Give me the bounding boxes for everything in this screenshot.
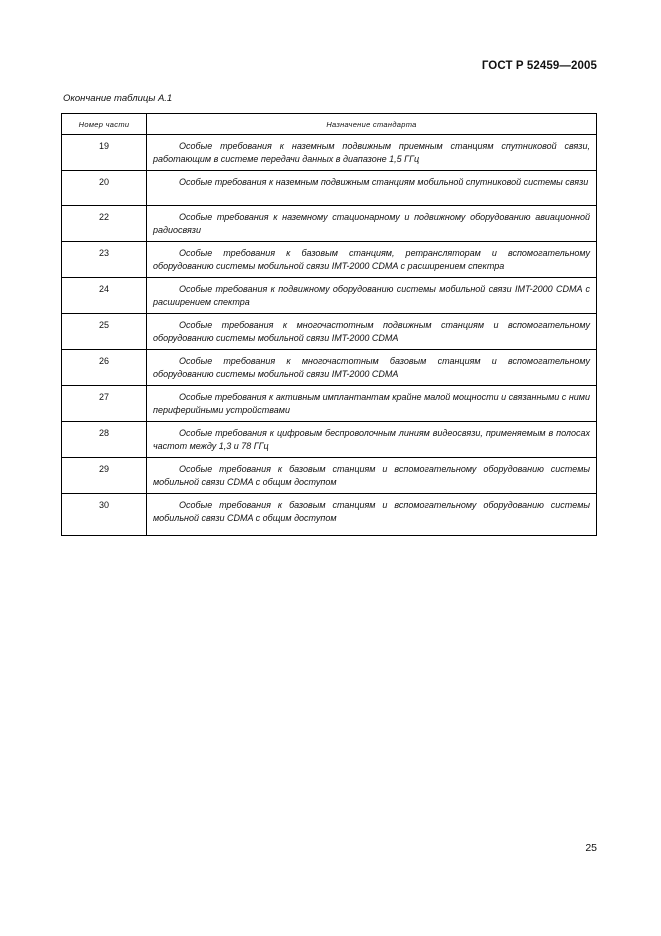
table-row	[62, 494, 597, 536]
part-number-cell: 23	[62, 242, 147, 278]
purpose-cell: Особые требования к цифровым беспроволочным линиям видеосвязи, применяемым в полосах частот между 1,3 и 78 ГГц	[147, 422, 597, 458]
table-row	[62, 206, 597, 242]
column-header-part-number: Номер части	[62, 114, 147, 135]
purpose-cell: Особые требования к многочастотным базовым станциям и вспомогательному оборудованию системы мобильной связи IMT-2000 CDMA	[147, 350, 597, 386]
table-row	[62, 386, 597, 422]
purpose-cell: Особые требования к наземному стационарному и подвижному оборудованию авиационной радиосвязи	[147, 206, 597, 242]
part-number-cell: 30	[62, 494, 147, 536]
part-number-cell: 29	[62, 458, 147, 494]
column-header-purpose: Назначение стандарта	[147, 114, 597, 135]
purpose-cell: Особые требования к базовым станциям, ретрансляторам и вспомогательному оборудованию системы мобильной связи IMT-2000 CDMA с расширением спектра	[147, 242, 597, 278]
part-number-cell: 25	[62, 314, 147, 350]
table-row	[62, 135, 597, 171]
part-number-cell: 22	[62, 206, 147, 242]
table-row	[62, 171, 597, 206]
table-header-row	[62, 114, 597, 135]
table-row	[62, 242, 597, 278]
table-row	[62, 422, 597, 458]
purpose-cell: Особые требования к базовым станциям и вспомогательному оборудованию системы мобильной связи CDMA с общим доступом	[147, 494, 597, 536]
table-row	[62, 314, 597, 350]
standards-table	[61, 113, 597, 536]
purpose-cell: Особые требования к подвижному оборудованию системы мобильной связи IMT-2000 CDMA с расширением спектра	[147, 278, 597, 314]
purpose-cell: Особые требования к наземным подвижным станциям мобильной спутниковой системы связи	[147, 171, 597, 206]
part-number-cell: 19	[62, 135, 147, 171]
part-number-cell: 28	[62, 422, 147, 458]
purpose-cell: Особые требования к активным имплантантам крайне малой мощности и связанными с ними периферийными устройствами	[147, 386, 597, 422]
purpose-cell: Особые требования к многочастотным подвижным станциям и вспомогательному оборудованию системы мобильной связи IMT-2000 CDMA	[147, 314, 597, 350]
part-number-cell: 20	[62, 171, 147, 206]
table-row	[62, 278, 597, 314]
purpose-cell: Особые требования к наземным подвижным приемным станциям спутниковой связи, работающим в системе передачи данных в диапазоне 1,5 ГГц	[147, 135, 597, 171]
document-code: ГОСТ Р 52459—2005	[481, 60, 597, 72]
table-row	[62, 350, 597, 386]
purpose-cell: Особые требования к базовым станциям и вспомогательному оборудованию системы мобильной связи CDMA с общим доступом	[147, 458, 597, 494]
part-number-cell: 27	[62, 386, 147, 422]
page-number: 25	[585, 842, 597, 854]
part-number-cell: 26	[62, 350, 147, 386]
table-caption: Окончание таблицы А.1	[63, 93, 173, 104]
table-row	[62, 458, 597, 494]
part-number-cell: 24	[62, 278, 147, 314]
